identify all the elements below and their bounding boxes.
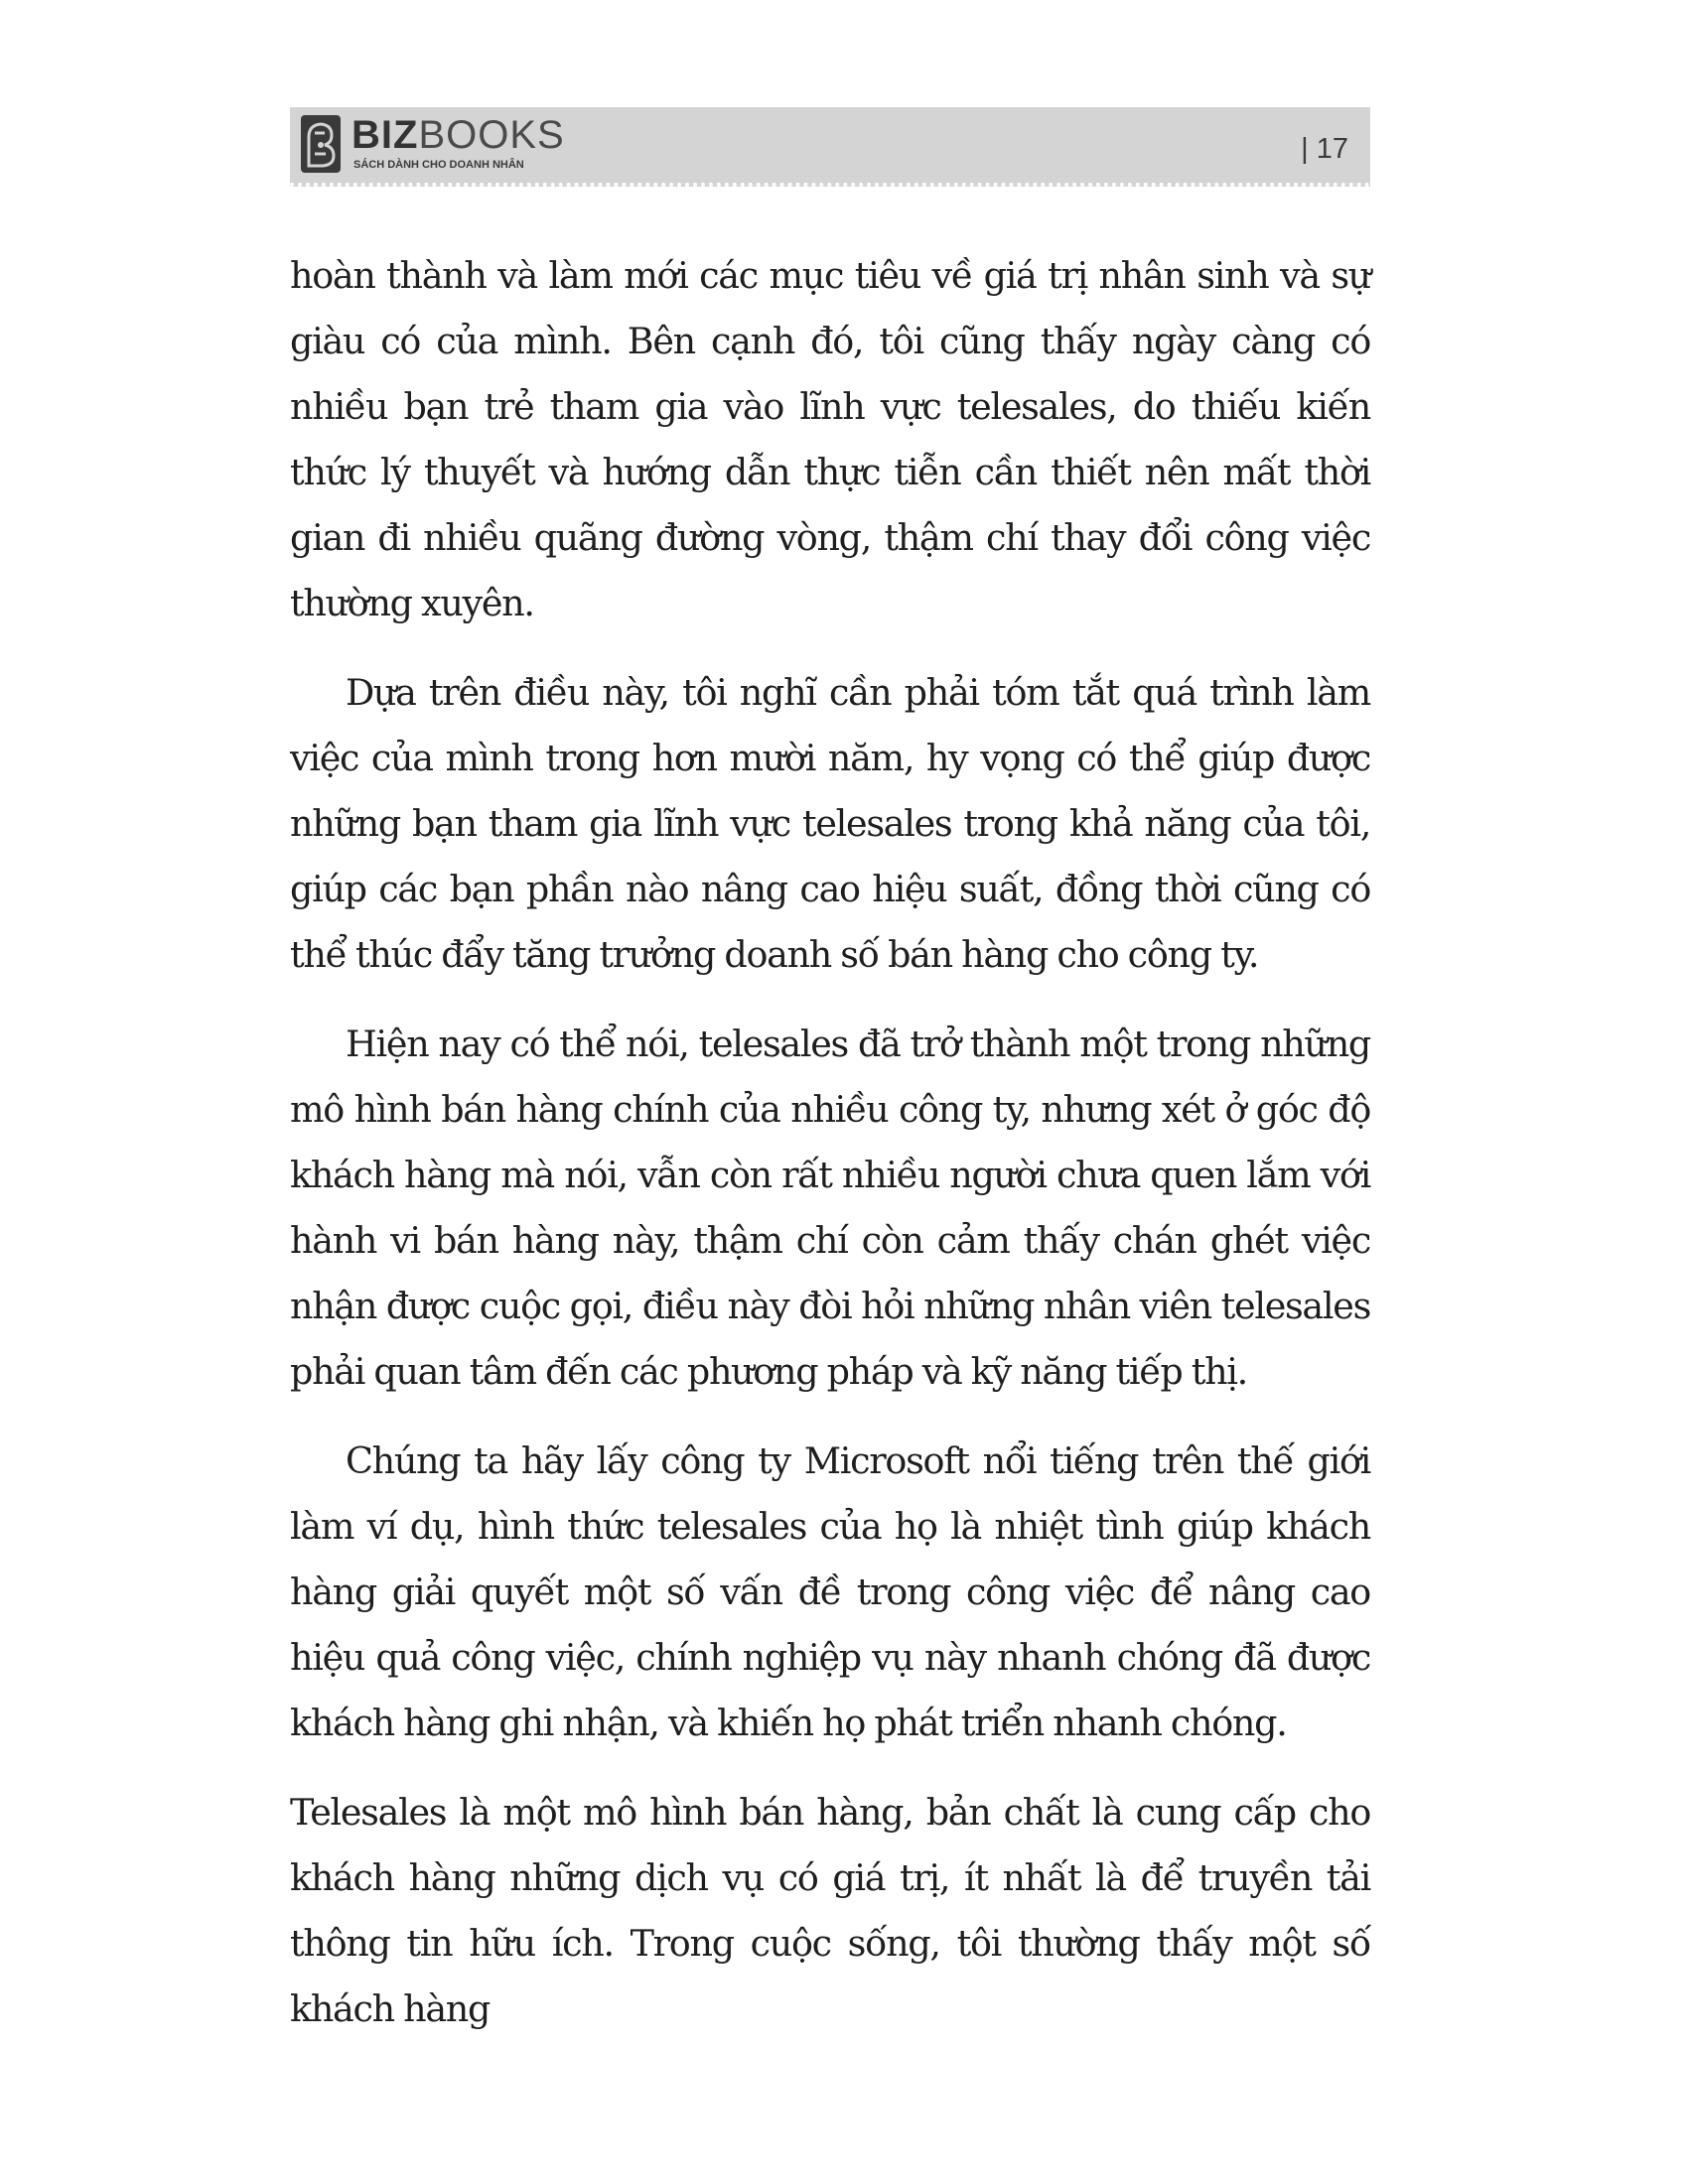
body-text: [290, 243, 1370, 2066]
running-header: [290, 107, 1370, 187]
brand-name-light: BOOKS: [418, 113, 565, 157]
brand-name-bold: BIZ: [352, 113, 419, 157]
page-number: | 17: [1301, 133, 1348, 165]
bizbooks-logo-icon: [301, 115, 341, 173]
paragraph: Dựa trên điều này, tôi nghĩ cần phải tóm tắt quá trình làm việc của mình trong hơn mười năm, hy vọng có thể giúp được những bạn tham gia lĩnh vực telesales trong khả năng của tôi, giúp các bạn phần nào nâng cao hiệu suất, đồng thời cũng có thể thúc đẩy tăng trưởng doanh số bán hàng cho công ty.: [290, 671, 1370, 976]
paragraph: Chúng ta hãy lấy công ty Microsoft nổi tiếng trên thế giới làm ví dụ, hình thức telesales của họ là nhiệt tình giúp khách hàng giải quyết một số vấn đề trong công việc để nâng cao hiệu quả công việc, chính nghiệp vụ này nhanh chóng đã được khách hàng ghi nhận, và khiến họ phát triển nhanh chóng.: [290, 1439, 1370, 1744]
paragraph: Telesales là một mô hình bán hàng, bản chất là cung cấp cho khách hàng những dịch vụ có giá trị, ít nhất là để truyền tải thông tin hữu ích. Trong cuộc sống, tôi thường thấy một số khách hàng: [290, 1791, 1370, 2030]
paragraph: hoàn thành và làm mới các mục tiêu về giá trị nhân sinh và sự giàu có của mình. Bên cạnh đó, tôi cũng thấy ngày càng có nhiều bạn trẻ tham gia vào lĩnh vực telesales, do thiếu kiến thức lý thuyết và hướng dẫn thực tiễn cần thiết nên mất thời gian đi nhiều quãng đường vòng, thậm chí thay đổi công việc thường xuyên.: [290, 254, 1370, 624]
paragraph: Hiện nay có thể nói, telesales đã trở thành một trong những mô hình bán hàng chính của nhiều công ty, nhưng xét ở góc độ khách hàng mà nói, vẫn còn rất nhiều người chưa quen lắm với hành vi bán hàng này, thậm chí còn cảm thấy chán ghét việc nhận được cuộc gọi, điều này đòi hỏi những nhân viên telesales phải quan tâm đến các phương pháp và kỹ năng tiếp thị.: [290, 1023, 1370, 1393]
brand-tagline: SÁCH DÀNH CHO DOANH NHÂN: [353, 159, 524, 171]
brand-name: [352, 111, 565, 159]
